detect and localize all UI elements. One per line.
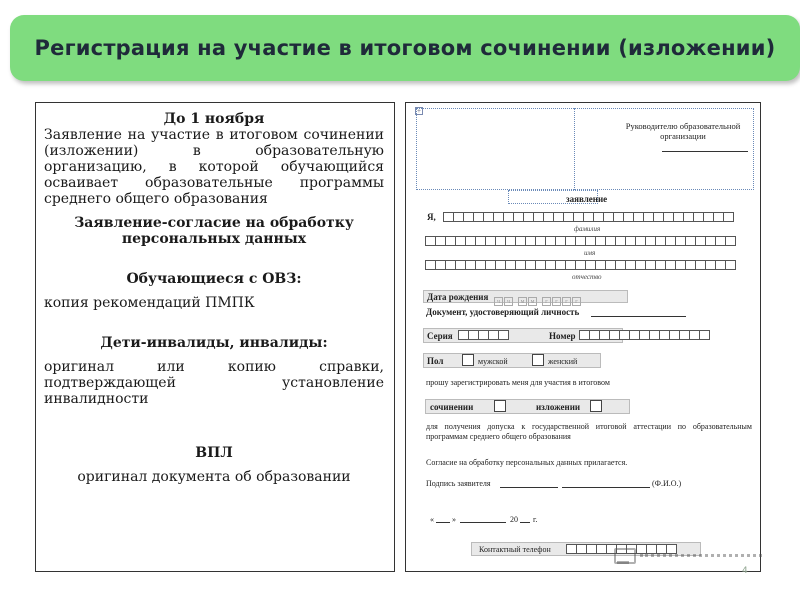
signature-label: Подпись заявителя [426,479,491,488]
patronymic-cells[interactable] [425,260,735,270]
page-title: Регистрация на участие в итоговом сочинении (изложении) [34,36,776,60]
date-close-quote: » [452,515,456,524]
purpose-text: для получения допуска к государственной итоговой аттестации по образовательным программам среднего общего образования [426,422,752,441]
application-text: Заявление на участие в итоговом сочинении (изложении) в образовательную организацию, в которой обучающийся осваивает образовательные программы среднего общего образования [44,127,384,207]
series-cells[interactable] [458,330,508,340]
requirements-panel [35,102,395,572]
female-checkbox[interactable] [532,354,544,366]
page-number: 4 [742,566,748,576]
month-line[interactable] [460,522,506,523]
essay-label: сочинении [430,402,474,412]
exposition-checkbox[interactable] [590,400,602,412]
signature-line[interactable] [500,487,558,488]
application-form-image [405,102,761,572]
title-banner [10,15,800,81]
male-checkbox[interactable] [462,354,474,366]
male-label: мужской [478,357,508,366]
disabled-text: оригинал или копию справки, подтверждающей установление инвалидности [44,359,384,407]
id-doc-line [591,316,686,317]
register-text: прошу зарегистрировать меня для участия в итоговом [426,378,610,387]
watermark-dots [640,554,762,557]
move-handle-icon: + [415,107,423,115]
date-open-quote: « [430,515,434,524]
watermark [612,538,762,572]
birth-date-cells[interactable]: ч ч м м г г г г [494,292,582,310]
exposition-label: изложении [536,402,581,412]
number-cells[interactable] [579,330,709,340]
series-label: Серия [427,331,453,341]
form-sheet [416,108,754,568]
vpl-text: оригинал документа об образовании [77,469,351,485]
disabled-heading: Дети-инвалиды, инвалиды: [100,335,328,351]
name-hint: имя [584,249,596,257]
year-prefix: 20 [510,515,518,524]
phone-label: Контактный телефон [479,545,551,554]
year-line[interactable] [520,522,530,523]
birth-date-label: Дата рождения [427,292,489,302]
monitor-icon [612,544,636,566]
ovz-heading: Обучающиеся с ОВЗ: [126,271,302,287]
vpl-heading: ВПЛ [195,445,233,461]
year-suffix: г. [533,515,538,524]
addressee-text: Руководителю образовательной организации [625,121,741,141]
i-label: Я, [427,212,436,222]
fio-label: (Ф.И.О.) [652,479,682,488]
consent-heading: Заявление-согласие на обработку персональных данных [74,215,354,247]
surname-hint: фамилия [574,225,601,233]
gender-label: Пол [427,356,444,366]
number-label: Номер [549,331,576,341]
ovz-text: копия рекомендаций ПМПК [44,295,255,311]
patronymic-hint: отчество [572,273,602,281]
fio-line[interactable] [562,487,650,488]
consent-attached-text: Согласие на обработку персональных данных прилагается. [426,458,628,467]
day-line[interactable] [436,522,450,523]
id-doc-label: Документ, удостоверяющий личность [426,307,580,317]
birth-date-bar [423,290,628,303]
essay-checkbox[interactable] [494,400,506,412]
name-cells[interactable] [425,236,735,246]
female-label: женский [548,357,578,366]
surname-cells[interactable] [443,212,733,222]
form-heading: заявление [566,194,608,204]
deadline-heading: До 1 ноября [163,111,265,127]
addressee-line [662,151,748,152]
